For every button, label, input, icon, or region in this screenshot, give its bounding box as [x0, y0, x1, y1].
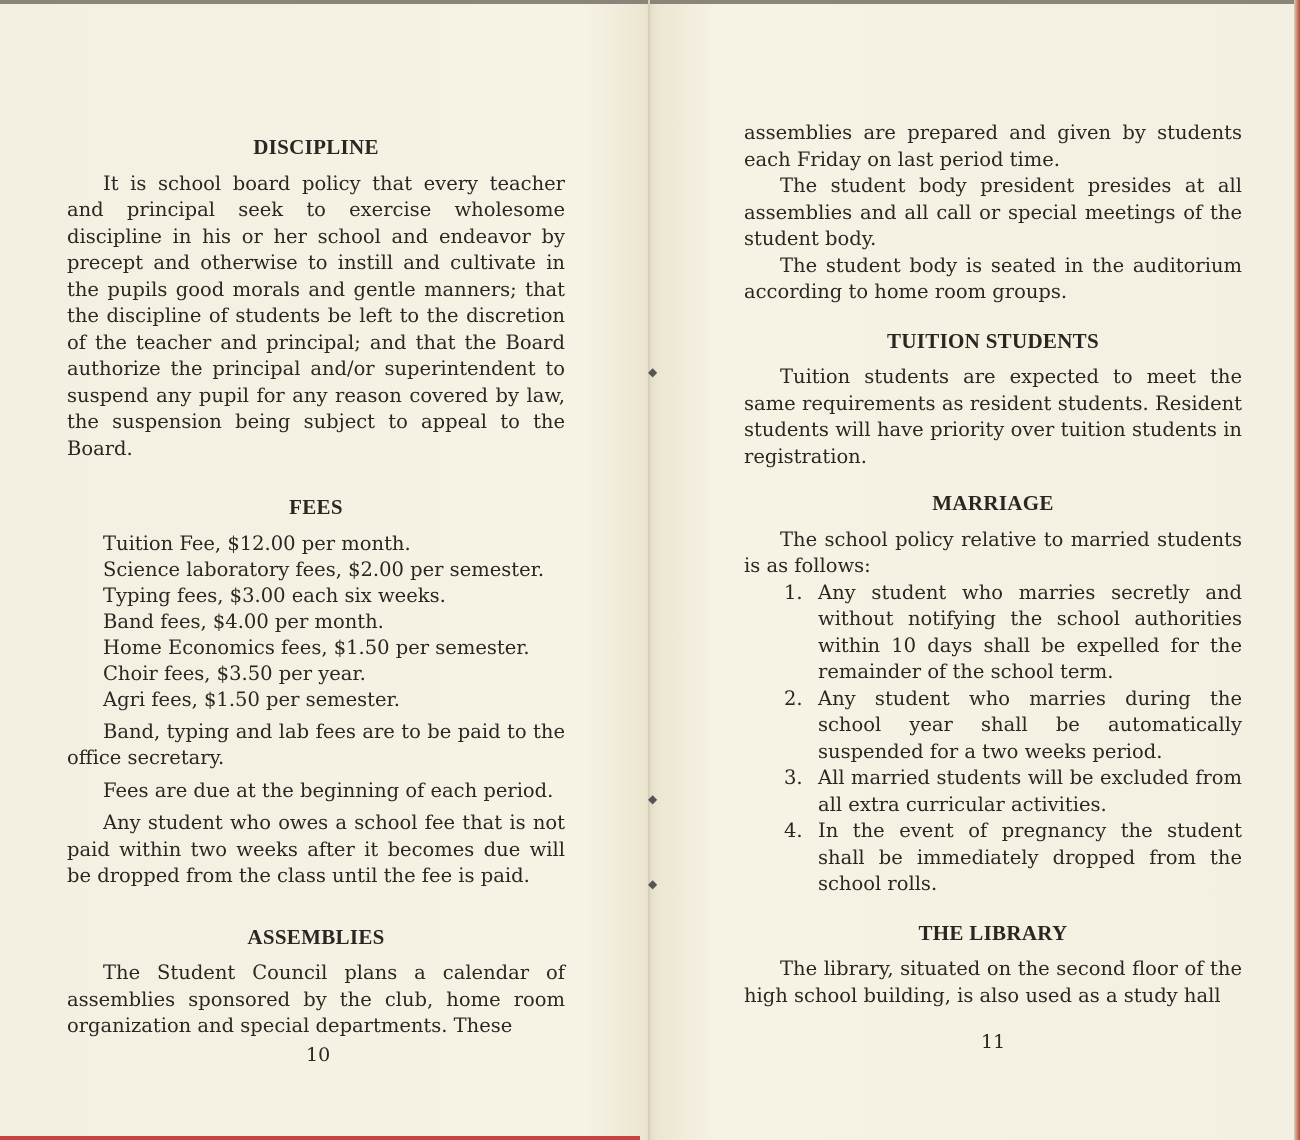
marriage-rule — [744, 580, 1242, 686]
staple-mark-icon: ◆ — [648, 365, 658, 379]
rule-number: 4. — [784, 819, 803, 842]
marriage-heading: MARRIAGE — [932, 491, 1054, 515]
left-page — [67, 0, 565, 1040]
fee-item: Band fees, $4.00 per month. — [103, 609, 384, 633]
rule-text: Any student who marries during the school year shall be automatically suspended for a two weeks period. — [818, 686, 1242, 763]
assemblies-continued: assemblies are prepared and given by students each Friday on last period time. — [744, 121, 1242, 171]
rule-number: 3. — [784, 766, 803, 789]
fee-item: Typing fees, $3.00 each six weeks. — [103, 583, 446, 607]
fee-item: Science laboratory fees, $2.00 per semester. — [103, 557, 545, 581]
staple-mark-icon: ◆ — [648, 877, 658, 891]
rule-number: 1. — [784, 580, 803, 604]
fees-due-note: Fees are due at the beginning of each period. — [103, 778, 554, 802]
library-heading: THE LIBRARY — [918, 920, 1068, 945]
book-gutter — [648, 0, 650, 1140]
tuition-students-body: Tuition students are expected to meet the same requirements as resident students. Resident students will have priority over tuition students in registration. — [744, 365, 1242, 468]
cover-edge-right — [1294, 0, 1300, 1140]
right-page — [744, 0, 1242, 1009]
rule-text: All married students will be excluded from all extra curricular activities. — [818, 766, 1242, 816]
tuition-students-heading: TUITION STUDENTS — [887, 328, 1099, 353]
discipline-heading: DISCIPLINE — [253, 135, 379, 159]
rule-text: Any student who marries secretly and without notifying the school authorities within 10 days shall be expelled for the remainder of the school term. — [818, 580, 1242, 683]
assemblies-president-note: The student body president presides at all assemblies and all call or special meetings of the student body. — [744, 174, 1242, 250]
fee-item: Home Economics fees, $1.50 per semester. — [103, 635, 530, 659]
assemblies-heading: ASSEMBLIES — [247, 924, 385, 949]
marriage-rule — [744, 686, 1242, 766]
fee-item: Agri fees, $1.50 per semester. — [103, 687, 400, 711]
marriage-rules-list — [744, 580, 1242, 898]
marriage-rule — [744, 818, 1242, 898]
page-number-left: 10 — [306, 1044, 331, 1066]
fees-heading: FEES — [289, 495, 343, 519]
staple-mark-icon: ◆ — [648, 792, 658, 806]
marriage-rule — [744, 765, 1242, 818]
library-body: The library, situated on the second floor of the high school building, is also used as a study hall — [744, 957, 1242, 1007]
rule-text: In the event of pregnancy the student shall be immediately dropped from the school rolls. — [818, 819, 1242, 895]
discipline-body: It is school board policy that every teacher and principal seek to exercise wholesome discipline in his or her school and endeavor by precept and otherwise to instill and cultivate in the pupils good morals and gentle manners; that the discipline of students be left to the discretion of the teacher and principal; and that the Board authorize the principal and/or superintendent to suspend any pupil for any reason covered by law, the suspension being subject to appeal to the Board. — [67, 171, 565, 460]
fees-overdue-note: Any student who owes a school fee that is not paid within two weeks after it becomes due will be dropped from the class until the fee is paid. — [67, 811, 565, 887]
fee-item: Tuition Fee, $12.00 per month. — [103, 531, 411, 555]
marriage-intro: The school policy relative to married students is as follows: — [744, 527, 1242, 577]
assemblies-seating-note: The student body is seated in the auditorium according to home room groups. — [744, 253, 1242, 303]
fees-list — [67, 531, 565, 713]
page-number-right: 11 — [981, 1031, 1006, 1053]
fee-item: Choir fees, $3.50 per year. — [103, 661, 366, 685]
fees-payment-note: Band, typing and lab fees are to be paid to the office secretary. — [67, 719, 565, 769]
assemblies-body: The Student Council plans a calendar of assemblies sponsored by the club, home room organization and special departments. These — [67, 961, 565, 1037]
cover-edge — [0, 1136, 640, 1140]
rule-number: 2. — [784, 686, 803, 710]
